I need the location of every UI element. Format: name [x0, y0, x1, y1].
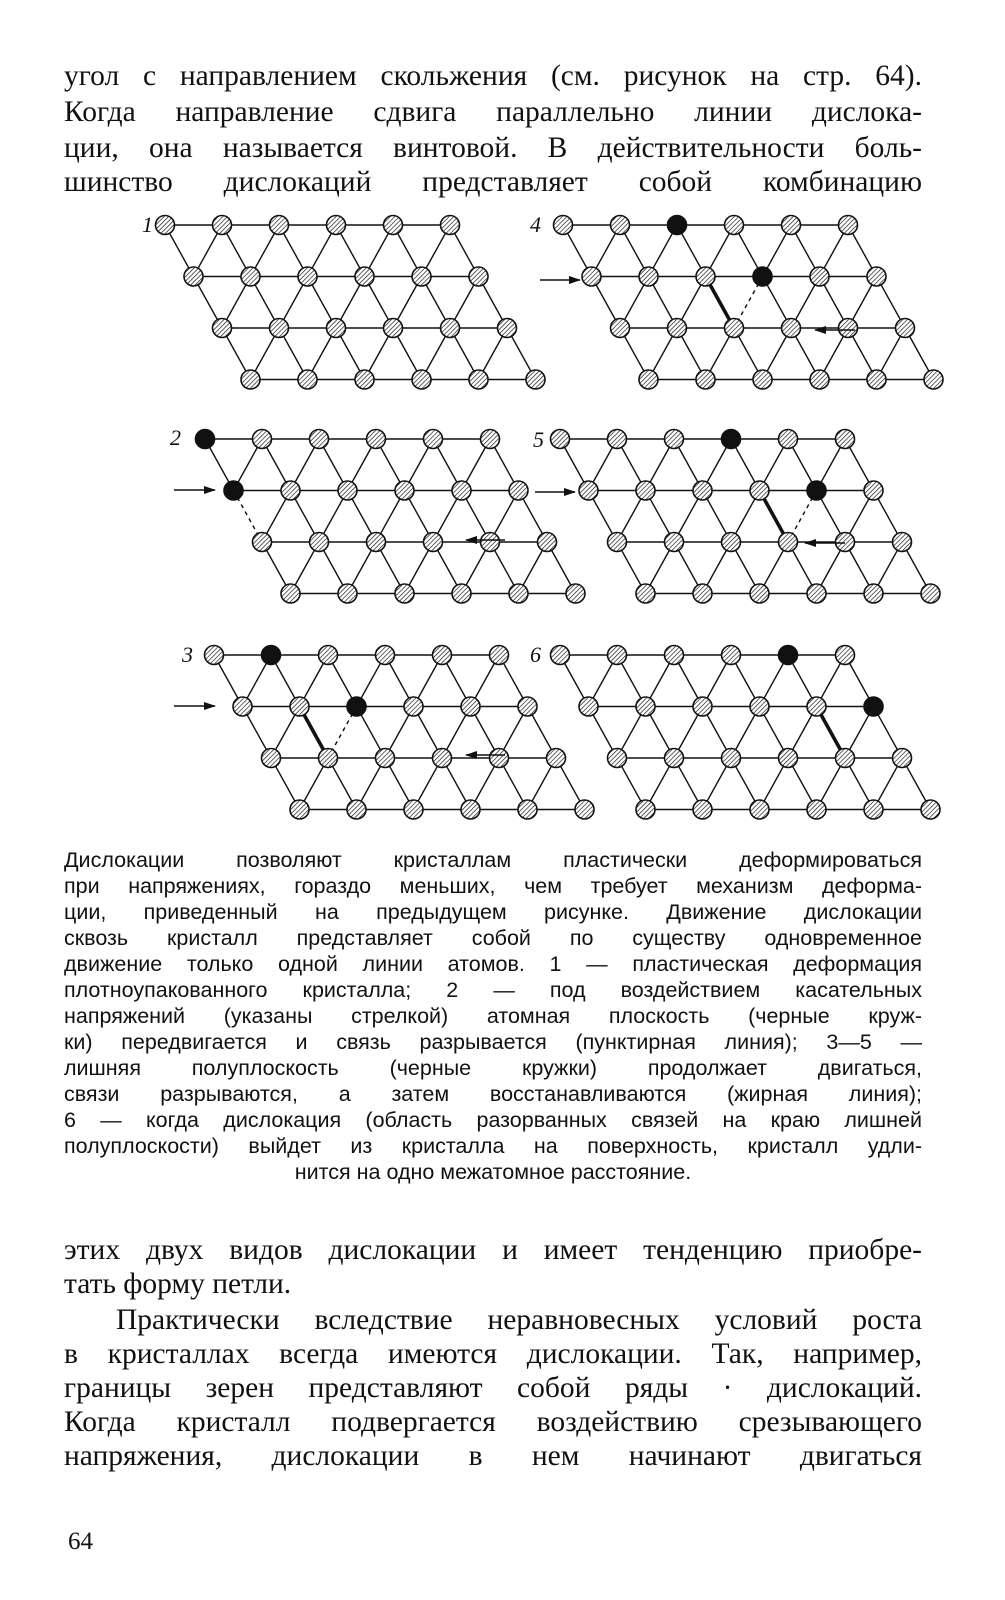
atom: [864, 584, 883, 603]
text-line: Когда кристалл подвергается воздействию срезывающего: [64, 1406, 922, 1438]
atom: [551, 646, 570, 665]
atom: [412, 267, 431, 286]
panel-label: 6: [530, 642, 541, 667]
atom: [722, 533, 741, 552]
panel-label: 4: [530, 212, 541, 237]
atom: [384, 319, 403, 338]
atom: [509, 584, 528, 603]
atom: [253, 430, 272, 449]
lattice-panel-3: [174, 642, 594, 819]
atom: [836, 533, 855, 552]
caption-line: лишняя полуплоскость (черные кружки) продолжает двигаться,: [64, 1056, 922, 1080]
atom: [575, 800, 594, 819]
atom: [836, 646, 855, 665]
lattice-panel-5: [533, 427, 940, 603]
atom: [290, 800, 309, 819]
displaced-atom: [722, 430, 741, 449]
atom: [310, 533, 329, 552]
atom: [807, 697, 826, 716]
atom: [213, 216, 232, 235]
lattice-panel-6: [530, 642, 940, 819]
atom: [253, 533, 272, 552]
atom: [693, 697, 712, 716]
panel-label: 3: [182, 642, 193, 667]
atom: [319, 749, 338, 768]
displaced-atom: [807, 481, 826, 500]
atom: [233, 697, 252, 716]
caption-line: связи разрываются, а затем восстанавливаются (жирная линия);: [64, 1082, 922, 1106]
atom: [412, 370, 431, 389]
atom: [281, 481, 300, 500]
atom: [367, 430, 386, 449]
atom: [355, 370, 374, 389]
caption-line: 6 — когда дислокация (область разорванных связей на краю лишней: [64, 1108, 922, 1132]
atom: [355, 267, 374, 286]
atom: [639, 267, 658, 286]
atom: [836, 430, 855, 449]
atom: [665, 533, 684, 552]
atom: [807, 584, 826, 603]
atom: [441, 216, 460, 235]
atom: [782, 319, 801, 338]
atom: [665, 430, 684, 449]
caption-line: плотноупакованного кристалла; 2 — под воздействием касательных: [64, 978, 922, 1002]
atom: [433, 749, 452, 768]
atom: [338, 481, 357, 500]
atom: [639, 370, 658, 389]
atom: [693, 481, 712, 500]
atom: [551, 430, 570, 449]
displaced-atom: [753, 267, 772, 286]
atom: [839, 216, 858, 235]
atom: [807, 800, 826, 819]
atom: [867, 267, 886, 286]
atom: [579, 481, 598, 500]
atom: [481, 430, 500, 449]
atom: [810, 267, 829, 286]
caption-line: при напряжениях, гораздо меньших, чем требует механизм деформа-: [64, 874, 922, 898]
caption-line: напряжений (указаны стрелкой) атомная плоскость (черные круж-: [64, 1004, 922, 1028]
atom: [156, 216, 175, 235]
atom: [693, 800, 712, 819]
atom: [290, 697, 309, 716]
panel-label: 1: [142, 212, 153, 237]
atom: [433, 646, 452, 665]
atom: [461, 800, 480, 819]
atom: [424, 430, 443, 449]
atom: [893, 749, 912, 768]
atom: [779, 430, 798, 449]
atom: [270, 319, 289, 338]
atom: [338, 584, 357, 603]
displaced-atom: [262, 646, 281, 665]
atom: [750, 584, 769, 603]
atom: [184, 267, 203, 286]
atom: [753, 370, 772, 389]
text-line: шинство дислокаций представляет собой комбинацию: [64, 166, 922, 198]
atom: [554, 216, 573, 235]
panel-label: 2: [170, 425, 181, 450]
atom: [518, 697, 537, 716]
atom: [896, 319, 915, 338]
caption-line: ки) передвигается и связь разрывается (пунктирная линия); 3—5 —: [64, 1030, 922, 1054]
atom: [298, 267, 317, 286]
atom: [924, 370, 943, 389]
caption-line: сквозь кристалл представляет собой по существу одновременное: [64, 926, 922, 950]
atom: [722, 646, 741, 665]
atom: [696, 370, 715, 389]
atom: [469, 267, 488, 286]
lattice-panel-2: [170, 425, 585, 603]
page-number: 64: [68, 1528, 93, 1555]
atom: [310, 430, 329, 449]
atom: [509, 481, 528, 500]
atom: [461, 697, 480, 716]
atom: [490, 646, 509, 665]
atom: [608, 430, 627, 449]
caption-line: ции, приведенный на предыдущем рисунке. Движение дислокации: [64, 900, 922, 924]
atom: [810, 370, 829, 389]
text-line: тать форму петли.: [64, 1268, 292, 1300]
displaced-atom: [196, 430, 215, 449]
atom: [836, 749, 855, 768]
atom: [441, 319, 460, 338]
text-line: этих двух видов дислокации и имеет тенденцию приобре-: [64, 1234, 922, 1266]
atom: [404, 800, 423, 819]
displaced-atom: [668, 216, 687, 235]
atom: [839, 319, 858, 338]
displaced-atom: [347, 697, 366, 716]
lattice-panel-1: [142, 212, 545, 389]
atom: [608, 646, 627, 665]
lattice-panel-4: [530, 212, 943, 389]
atom: [469, 370, 488, 389]
atom: [893, 533, 912, 552]
atom: [404, 697, 423, 716]
atom: [864, 481, 883, 500]
atom: [281, 584, 300, 603]
text-line: напряжения, дислокации в нем начинают двигаться: [64, 1440, 922, 1472]
atom: [481, 533, 500, 552]
caption-line: движение только одной линии атомов. 1 — пластическая деформация: [64, 952, 922, 976]
atom: [750, 481, 769, 500]
atom: [579, 697, 598, 716]
atom: [205, 646, 224, 665]
atom: [262, 749, 281, 768]
atom: [636, 584, 655, 603]
displaced-atom: [224, 481, 243, 500]
atom: [725, 216, 744, 235]
atom: [693, 584, 712, 603]
atom: [668, 319, 687, 338]
atom: [722, 749, 741, 768]
atom: [395, 584, 414, 603]
atom: [347, 800, 366, 819]
atom: [864, 800, 883, 819]
atom: [867, 370, 886, 389]
text-line: угол с направлением скольжения (см. рисунок на стр. 64).: [64, 60, 922, 92]
caption-line: полуплоскости) выйдет из кристалла на поверхность, кристалл удли-: [64, 1134, 922, 1158]
atom: [750, 800, 769, 819]
atom: [608, 533, 627, 552]
atom: [921, 800, 940, 819]
atom: [636, 800, 655, 819]
atom: [665, 749, 684, 768]
atom: [298, 370, 317, 389]
text-line: Практически вследствие неравновесных условий роста: [116, 1304, 922, 1336]
atom: [665, 646, 684, 665]
atom: [636, 481, 655, 500]
atom: [566, 584, 585, 603]
atom: [582, 267, 601, 286]
atom: [611, 319, 630, 338]
atom: [319, 646, 338, 665]
atom: [490, 749, 509, 768]
atom: [611, 216, 630, 235]
atom: [636, 697, 655, 716]
atom: [327, 216, 346, 235]
panel-label: 5: [533, 427, 544, 452]
displaced-atom: [864, 697, 883, 716]
atom: [452, 584, 471, 603]
atom: [376, 646, 395, 665]
atom: [270, 216, 289, 235]
atom: [921, 584, 940, 603]
text-line: ции, она называется винтовой. В действительности боль-: [64, 132, 922, 164]
atom: [367, 533, 386, 552]
atom: [376, 749, 395, 768]
atom: [782, 216, 801, 235]
text-line: в кристаллах всегда имеются дислокации. Так, например,: [64, 1338, 922, 1370]
text-line: Когда направление сдвига параллельно линии дислока-: [64, 96, 922, 128]
atom: [241, 370, 260, 389]
atom: [213, 319, 232, 338]
atom: [547, 749, 566, 768]
atom: [725, 319, 744, 338]
atom: [696, 267, 715, 286]
atom: [395, 481, 414, 500]
atom: [779, 749, 798, 768]
atom: [608, 749, 627, 768]
atom: [384, 216, 403, 235]
atom: [327, 319, 346, 338]
atom: [498, 319, 517, 338]
displaced-atom: [779, 646, 798, 665]
atom: [538, 533, 557, 552]
atom: [452, 481, 471, 500]
atom: [241, 267, 260, 286]
caption-line: Дислокации позволяют кристаллам пластически деформироваться: [64, 848, 922, 872]
atom: [779, 533, 798, 552]
atom: [526, 370, 545, 389]
atom: [750, 697, 769, 716]
atom: [518, 800, 537, 819]
atom: [424, 533, 443, 552]
text-line: границы зерен представляют собой ряды · дислокаций.: [64, 1372, 922, 1404]
caption-line: нится на одно межатомное расстояние.: [294, 1160, 692, 1184]
